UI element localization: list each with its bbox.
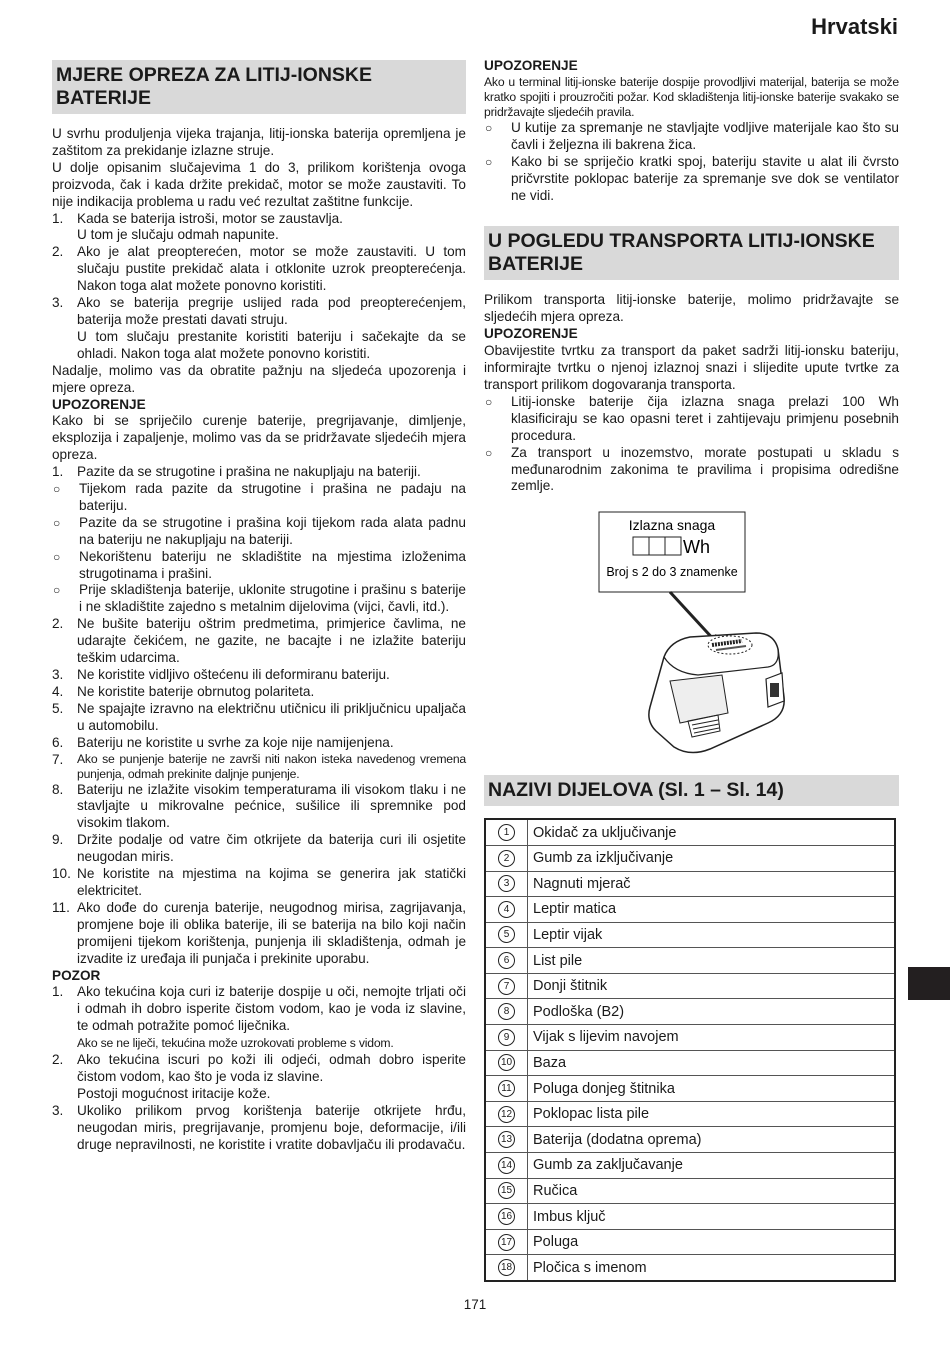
list-item [52,752,466,782]
list-item [52,900,466,968]
part-number: 15 [498,1182,515,1199]
part-name: Nagnuti mjerač [528,871,896,897]
table-row [485,1050,895,1076]
transport-intro: Prilikom transporta litij-ionske baterije, molimo pridržavajte se sljedećih mjera opreza. [484,292,899,325]
part-number-cell [485,948,528,974]
circle-bullet-icon: ○ [53,549,61,564]
intro-paragraph-1: U svrhu produljenja vijeka trajanja, litij-ionska baterija opremljena je zaštitom za prekidanje izlazne struje. [52,126,466,158]
case-number: 3. [52,295,64,311]
section-heading-transport: U POGLEDU TRANSPORTA LITIJ-IONSKE BATERIJE [484,226,899,280]
bullet-text: U kutije za spremanje ne stavljajte vodljive materijale kao što su čavli i željezna ili bakrena žica. [511,119,899,152]
table-row [485,1025,895,1051]
list-item [52,464,466,481]
part-name: Donji štitnik [528,973,896,999]
part-number: 1 [498,824,515,841]
part-name: Baza [528,1050,896,1076]
part-name: Pločica s imenom [528,1255,896,1281]
part-number: 11 [498,1080,515,1097]
caution-label: POZOR [52,967,101,983]
intro-paragraph-2: U dolje opisanim slučajevima 1 do 3, prilikom korištenja ovoga proizvoda, čak i kada držite prekidač, motor se može zaustaviti. To nije indikacija problema u radu već rezultat zaštitne funkcije. [52,159,466,209]
list-item [52,667,466,684]
warning-text: Ako u terminal litij-ionske baterije dospije provodljivi materijal, baterija se može kratko spojiti i prouzročiti požar. Kod skladištenja litij-ionske baterije svakako se pridržavajte sljedećih pravila. [484,74,899,119]
part-number: 3 [498,875,515,892]
item-text: Bateriju ne koristite u svrhe za koje nije namijenjena. [77,734,394,750]
table-row [485,871,895,897]
bullet-item [484,154,899,205]
item-number: 11. [52,899,70,915]
list-item [52,616,466,667]
part-number-cell [485,1255,528,1281]
table-row [485,948,895,974]
part-name: Poluga [528,1229,896,1255]
caution-item [52,1052,466,1103]
case-item [52,295,466,363]
right-column [484,58,899,1282]
circle-bullet-icon: ○ [485,120,493,135]
item-text: Pazite da se strugotine i prašina ne nakupljaju na bateriji. [77,464,421,480]
table-row [485,1178,895,1204]
part-number: 12 [498,1106,515,1123]
list-item [52,684,466,701]
list-item [52,735,466,752]
warning-label: UPOZORENJE [484,58,578,73]
warning-text: Kako bi se spriječilo curenje baterije, pregrijavanje, dimljenje, eksplozija i zapaljenje, molimo vas da se pridržavate sljedećih mjera opreza. [52,413,466,463]
section-heading-parts: NAZIVI DIJELOVA (Sl. 1 – Sl. 14) [484,775,899,806]
table-row [485,819,895,845]
list-item [52,866,466,900]
section-heading-precautions: MJERE OPREZA ZA LITIJ-IONSKE BATERIJE [52,60,466,114]
bullet-item [484,120,899,154]
part-name: Gumb za zaključavanje [528,1153,896,1179]
table-row [485,897,895,923]
caution-item [52,984,466,1052]
item-text: Ako se punjenje baterije ne završi niti nakon isteka navedenog vremena punjenja, odmah prekinite daljnje punjenje. [77,751,466,781]
part-number-cell [485,1076,528,1102]
part-number-cell [485,973,528,999]
item-number: 2. [52,1052,64,1068]
language-label: Hrvatski [811,14,898,39]
part-number-cell [485,897,528,923]
part-name: Vijak s lijevim navojem [528,1025,896,1051]
case-number: 1. [52,210,64,226]
case-text: Ako se baterija pregrije uslijed rada pod preopterećenjem, baterija može prestati davati struju. U tom slučaju prestanite koristiti bateriju i sačekajte da se ohladi. Nakon toga alat možete ponovno koristiti. [77,295,466,361]
part-number-cell [485,819,528,845]
list-item [52,832,466,866]
table-row [485,1229,895,1255]
item-text: Bateriju ne izlažite visokim temperaturama ili visokom tlaku i ne stavljajte u mikrovalne pećnice, sušilice ili spremnike pod visokim tlakom. [77,781,466,831]
table-row [485,1204,895,1230]
part-number: 6 [498,952,515,969]
table-row [485,1076,895,1102]
figure-label-output: Izlazna snaga [628,517,716,534]
part-number: 8 [498,1003,515,1020]
item-number: 10. [52,866,71,882]
bullet-item [52,481,466,515]
part-name: List pile [528,948,896,974]
part-name: Gumb za izključivanje [528,845,896,871]
left-column [52,58,466,1153]
part-number-cell [485,1025,528,1051]
case-item [52,244,466,295]
bullet-text: Nekorištenu bateriju ne skladištite na mjestima izloženima strugotinama i prašini. [79,548,466,581]
part-number-cell [485,845,528,871]
bullet-text: Pazite da se strugotine i prašina koji tijekom rada alata padnu na bateriju ne nakupljaju na bateriji. [79,514,466,547]
item-number: 3. [52,667,64,682]
bullet-text: Kako bi se spriječio kratki spoj, bateriju stavite u alat ili čvrsto pričvrstite poklopac baterije za spremanje sve dok se ventilator ne vidi. [511,153,899,203]
circle-bullet-icon: ○ [485,154,493,169]
item-number: 4. [52,683,64,699]
part-number: 17 [498,1234,515,1251]
part-number: 10 [498,1054,515,1071]
part-number: 2 [498,850,515,867]
battery-illustration [484,509,899,764]
list-item [52,782,466,833]
item-number: 8. [52,781,64,797]
part-number-cell [485,871,528,897]
part-number: 7 [498,978,515,995]
bullet-text: Tijekom rada pazite da strugotine i prašina ne padaju na bateriju. [79,481,466,513]
table-row [485,1127,895,1153]
part-name: Podloška (B2) [528,999,896,1025]
table-row [485,922,895,948]
circle-bullet-icon: ○ [53,482,61,497]
part-name: Leptir vijak [528,922,896,948]
bullet-item [484,445,899,496]
case-number: 2. [52,244,64,260]
item-number: 9. [52,832,64,848]
part-name: Okidač za uključivanje [528,819,896,845]
transport-warning-label: UPOZORENJE [484,326,578,342]
item-text: Ne spajajte izravno na električnu utičnicu ili priključnicu upaljača u automobilu. [77,700,466,733]
item-number: 2. [52,616,64,632]
case-item [52,211,466,245]
part-number: 18 [498,1259,515,1276]
part-name: Baterija (dodatna oprema) [528,1127,896,1153]
item-text: Ne koristite vidljivo oštećenu ili deformiranu bateriju. [77,667,390,682]
table-row [485,973,895,999]
part-name: Ručica [528,1178,896,1204]
part-number: 13 [498,1131,515,1148]
item-text: Ako dođe do curenja baterije, neugodnog mirisa, zagrijavanja, promjene boje ili oblika baterije, ili se baterija na bilo koji način promijeni tijekom korištenja, punjenja ili skladištenja, odmah je izvadite iz uređaja ili punjača i prekinite uporabu. [77,899,466,966]
circle-bullet-icon: ○ [53,583,61,598]
item-number: 6. [52,734,64,750]
case-text: Kada se baterija istroši, motor se zaustavlja. U tom je slučaju odmah napunite. [77,210,343,243]
item-number: 5. [52,700,64,716]
table-row [485,1153,895,1179]
table-row [485,1101,895,1127]
item-number: 1. [52,984,64,1000]
item-text: Držite podalje od vatre čim otkrijete da baterija curi ili osjetite neugodan miris. [77,832,466,865]
item-text: Ne bušite bateriju oštrim predmetima, primjerice čavlima, ne udarajte čekićem, ne gazite, ne bacajte i ne izlažite bateriju teškim udarcima. [77,616,466,666]
transport-warning-text: Obavijestite tvrtku za transport da paket sadrži litij-ionsku bateriju, informirajte tvrtku o njenoj izlaznoj snazi i slijedite upute tvrtke za transport prilikom dogovaranja transporta. [484,343,899,392]
item-number: 1. [52,464,64,480]
part-number: 14 [498,1157,515,1174]
part-number-cell [485,1204,528,1230]
section-tab-marker [908,967,950,1000]
table-row [485,1255,895,1281]
part-number-cell [485,1153,528,1179]
further-paragraph: Nadalje, molimo vas da obratite pažnju na sljedeća upozorenja i mjere opreza. [52,362,466,395]
figure-label-digits: Broj s 2 do 3 znamenke [606,565,738,580]
parts-table [484,818,896,1282]
item-text: Ukoliko prilikom prvog korištenja baterije otkrijete hrđu, neugodan miris, pregrijavanje, promjenu boje, deformacije, i/ili druge nepravilnosti, ne koristite i vratite dobavljaču ili prodavaču. [77,1102,466,1152]
table-row [485,999,895,1025]
figure-unit: Wh [683,537,710,558]
part-number-cell [485,1178,528,1204]
part-name: Imbus ključ [528,1204,896,1230]
part-name: Poklopac lista pile [528,1101,896,1127]
warning-label: UPOZORENJE [52,396,146,412]
item-text: Ako tekućina iscuri po koži ili odjeći, odmah dobro isperite čistom vodom, kao što je voda iz slavine. Postoji mogućnost iritacije kože. [77,1052,466,1101]
circle-bullet-icon: ○ [485,394,493,409]
part-name: Leptir matica [528,897,896,923]
case-text: Ako je alat preopterećen, motor se može zaustaviti. U tom slučaju pustite prekidač alata i otklonite uzrok preopterećenja. Nakon toga alat možete ponovno koristiti. [77,244,466,294]
item-number: 3. [52,1102,64,1118]
part-number-cell [485,1101,528,1127]
part-number: 4 [498,901,515,918]
cases-list [52,211,466,363]
page-number: 171 [463,1297,487,1312]
part-number: 5 [498,926,515,943]
circle-bullet-icon: ○ [53,515,61,530]
part-number-cell [485,1229,528,1255]
callout-arrow [670,592,716,642]
battery-figure [484,509,899,759]
part-number: 16 [498,1208,515,1225]
part-number: 9 [498,1029,515,1046]
item-text: Ne koristite baterije obrnutog polariteta. [77,683,315,699]
circle-bullet-icon: ○ [485,445,493,460]
part-number-cell [485,1127,528,1153]
table-row [485,845,895,871]
bullet-text: Litij-ionske baterije čija izlazna snaga prelazi 100 Wh klasificiraju se kao opasni teret i zahtijevaju primjenu posebnih procedura. [511,393,899,443]
bullet-item [484,394,899,445]
item-number: 7. [52,751,64,767]
bullet-text: Prije skladištenja baterije, uklonite strugotine i prašinu s baterije i ne skladištite zajedno s metalnim dijelovima (vijci, čavli, itd.). [79,582,466,615]
bullet-text: Za transport u inozemstvo, morate postupati u skladu s međunarodnim zakonima te pravilima i propisima odredišne zemlje. [511,444,899,494]
bullet-item [52,549,466,583]
bullet-item [52,582,466,616]
item-text: Ne koristite na mjestima na kojima se generira jak statički elektricitet. [77,866,466,898]
bullet-item [52,515,466,549]
part-name: Poluga donjeg štitnika [528,1076,896,1102]
caution-item [52,1103,466,1154]
item-text: Ako tekućina koja curi iz baterije dospije u oči, nemojte trljati oči i odmah ih dobro isperite čistom vodom, kao je voda iz slavine, te odmah potražite pomoć liječnika. Ako se ne liječi, tekućina može uzrokovati probleme s vidom. [77,984,466,1051]
part-number-cell [485,922,528,948]
part-number-cell [485,999,528,1025]
list-item [52,701,466,735]
part-number-cell [485,1050,528,1076]
